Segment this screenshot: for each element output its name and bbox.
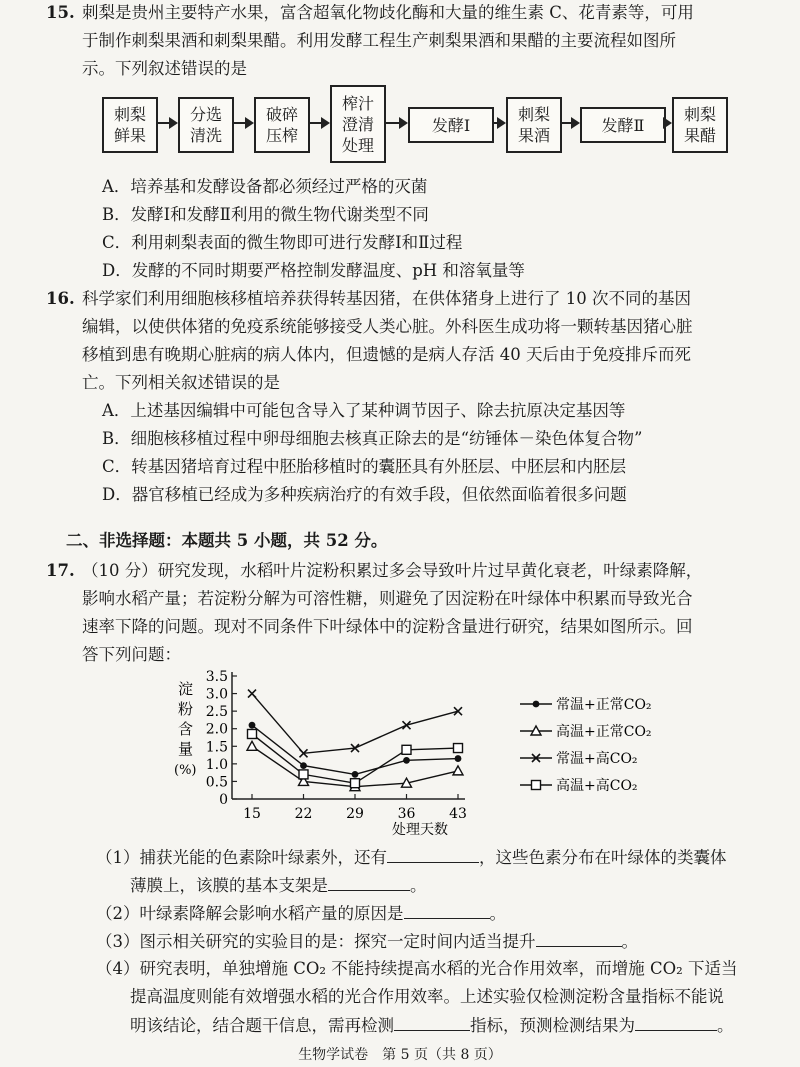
- chart-x-tick-label: 36: [397, 806, 416, 822]
- chart-point: [248, 729, 257, 738]
- chart-ylabel-char: 含: [178, 720, 194, 738]
- q15-stem-line-2: 于制作刺梨果酒和刺梨果醋。利用发酵工程生产刺梨果酒和果醋的主要流程如图所: [82, 31, 676, 50]
- starch-content-chart: [160, 668, 680, 848]
- chart-legend-label: 常温+正常CO₂: [556, 697, 652, 713]
- chart-point: [249, 722, 256, 729]
- page-footer: 生物学试卷 第 5 页（共 8 页）: [298, 1047, 502, 1063]
- q17-stem-line-1: （10 分）研究发现，水稻叶片淀粉积累过多会导致叶片过早黄化衰老，叶绿素降解，: [82, 561, 703, 580]
- flow-arrow-icon: [560, 122, 578, 124]
- q16-option-a: A．上述基因编辑中可能包含导入了某种调节因子、除去抗原决定基因等: [102, 401, 626, 420]
- answer-blank[interactable]: [394, 1014, 470, 1031]
- chart-point: [248, 690, 256, 698]
- chart-xlabel: 处理天数: [392, 822, 448, 838]
- flow-arrow-icon: [156, 122, 176, 124]
- q15-option-c: C．利用刺梨表面的微生物即可进行发酵Ⅰ和Ⅱ过程: [102, 233, 463, 252]
- chart-y-tick-label: 2.5: [205, 704, 228, 721]
- chart-ylabel-char: 粉: [178, 700, 194, 718]
- chart-ylabel-char: (%): [174, 763, 197, 778]
- chart-x-tick-label: 29: [346, 806, 364, 822]
- flow-arrow-icon: [384, 122, 406, 124]
- chart-y-tick-label: 0: [219, 792, 228, 808]
- chart-legend-label: 常温+高CO₂: [556, 751, 638, 767]
- chart-point: [454, 707, 462, 715]
- chart-point: [403, 721, 411, 729]
- chart-ylabel-char: 量: [178, 740, 194, 758]
- flow-box-5: 发酵Ⅰ: [408, 107, 494, 143]
- flow-box-4: 榨汁 澄清 处理: [330, 85, 386, 163]
- chart-point: [402, 745, 411, 754]
- chart-x-tick-label: 15: [243, 806, 261, 822]
- q15-option-d: D．发酵的不同时期要严格控制发酵温度、pH 和溶氧量等: [102, 261, 525, 280]
- flow-arrow-icon: [664, 122, 670, 124]
- flow-box-7: 发酵Ⅱ: [580, 107, 666, 143]
- q17-sub2: （2）叶绿素降解会影响水稻产量的原因是 。: [96, 904, 506, 923]
- answer-blank[interactable]: [635, 1014, 717, 1031]
- q15-option-b: B．发酵Ⅰ和发酵Ⅱ利用的微生物代谢类型不同: [102, 205, 429, 224]
- answer-blank[interactable]: [536, 930, 622, 947]
- chart-point: [300, 762, 307, 769]
- chart-y-tick-label: 1.5: [205, 739, 228, 756]
- section-heading: 二、非选择题：本题共 5 小题，共 52 分。: [66, 531, 388, 550]
- chart-ylabel-char: 淀: [178, 680, 194, 698]
- chart-point: [533, 701, 540, 708]
- chart-legend-label: 高温+正常CO₂: [556, 724, 652, 740]
- q16-option-b: B．细胞核移植过程中卵母细胞去核真正除去的是“纺锤体－染色体复合物”: [102, 429, 643, 448]
- flow-box-2: 分选 清洗: [178, 97, 234, 153]
- chart-y-tick-label: 3.0: [205, 686, 228, 703]
- q17-sub4-line2: 提高温度则能有效增强水稻的光合作用效率。上述实验仅检测淀粉含量指标不能说: [130, 987, 724, 1006]
- chart-y-tick-label: 1.0: [205, 756, 228, 773]
- flow-box-1: 刺梨 鲜果: [102, 97, 158, 153]
- chart-point: [454, 744, 463, 753]
- chart-y-tick-label: 2.0: [205, 721, 228, 738]
- q17-sub1-line2: 薄膜上，该膜的基本支架是 。: [130, 876, 427, 895]
- chart-x-tick-label: 43: [449, 806, 467, 822]
- chart-legend-label: 高温+高CO₂: [556, 778, 638, 794]
- q17-sub1-line1: （1）捕获光能的色素除叶绿素外，还有 ，这些色素分布在叶绿体的类囊体: [96, 848, 727, 867]
- q17-sub4-line1: （4）研究表明，单独增施 CO₂ 不能持续提高水稻的光合作用效率，而增施 CO₂ 下适当: [96, 959, 738, 978]
- chart-point: [352, 771, 359, 778]
- flow-arrow-icon: [492, 122, 504, 124]
- chart-x-tick-label: 22: [294, 806, 313, 822]
- flow-arrow-icon: [232, 122, 252, 124]
- q17-stem-line-4: 答下列问题：: [82, 645, 181, 664]
- chart-point: [455, 755, 462, 762]
- q17-stem-line-3: 速率下降的问题。现对不同条件下叶绿体中的淀粉含量进行研究，结果如图所示。回: [82, 617, 693, 636]
- q16-number: 16.: [46, 289, 75, 308]
- q16-stem-line-3: 移植到患有晚期心脏病的病人体内，但遗憾的是病人存活 40 天后由于免疫排斥而死: [82, 345, 691, 364]
- q16-stem-line-4: 亡。下列相关叙述错误的是: [82, 373, 280, 392]
- q16-option-d: D．器官移植已经成为多种疾病治疗的有效手段，但依然面临着很多问题: [102, 485, 627, 504]
- flow-box-8: 刺梨 果醋: [672, 97, 728, 153]
- q16-stem-line-1: 科学家们利用细胞核移植培养获得转基因猪，在供体猪身上进行了 10 次不同的基因: [82, 289, 691, 308]
- chart-point: [299, 770, 308, 779]
- q15-option-a: A．培养基和发酵设备都必须经过严格的灭菌: [102, 177, 428, 196]
- q15-stem-line-3: 示。下列叙述错误的是: [82, 59, 247, 78]
- q17-sub3: （3）图示相关研究的实验目的是：探究一定时间内适当提升 。: [96, 932, 638, 951]
- q15-number: 15.: [46, 3, 75, 22]
- answer-blank[interactable]: [328, 874, 410, 891]
- q15-stem-line-1: 刺梨是贵州主要特产水果，富含超氧化物歧化酶和大量的维生素 C、花青素等，可用: [82, 3, 694, 22]
- chart-y-tick-label: 3.5: [205, 669, 228, 685]
- chart-point: [351, 779, 360, 788]
- answer-blank[interactable]: [387, 846, 479, 863]
- chart-y-tick-label: 0.5: [205, 774, 228, 791]
- chart-point: [453, 766, 463, 775]
- q17-sub4-line3: 明该结论，结合题干信息，需再检测 指标，预测检测结果为 。: [130, 1016, 734, 1035]
- answer-blank[interactable]: [404, 902, 490, 919]
- flow-arrow-icon: [308, 122, 328, 124]
- q17-stem-line-2: 影响水稻产量；若淀粉分解为可溶性糖，则避免了因淀粉在叶绿体中积累而导致光合: [82, 589, 693, 608]
- chart-point: [247, 741, 257, 750]
- chart-series-line: [252, 694, 458, 754]
- q17-number: 17.: [46, 561, 75, 580]
- chart-point: [403, 757, 410, 764]
- q16-stem-line-2: 编辑，以使供体猪的免疫系统能够接受人类心脏。外科医生成功将一颗转基因猪心脏: [82, 317, 693, 336]
- q16-option-c: C．转基因猪培育过程中胚胎移植时的囊胚具有外胚层、中胚层和内胚层: [102, 457, 627, 476]
- flow-box-3: 破碎 压榨: [254, 97, 310, 153]
- chart-point: [532, 781, 541, 790]
- flow-box-6: 刺梨 果酒: [506, 97, 562, 153]
